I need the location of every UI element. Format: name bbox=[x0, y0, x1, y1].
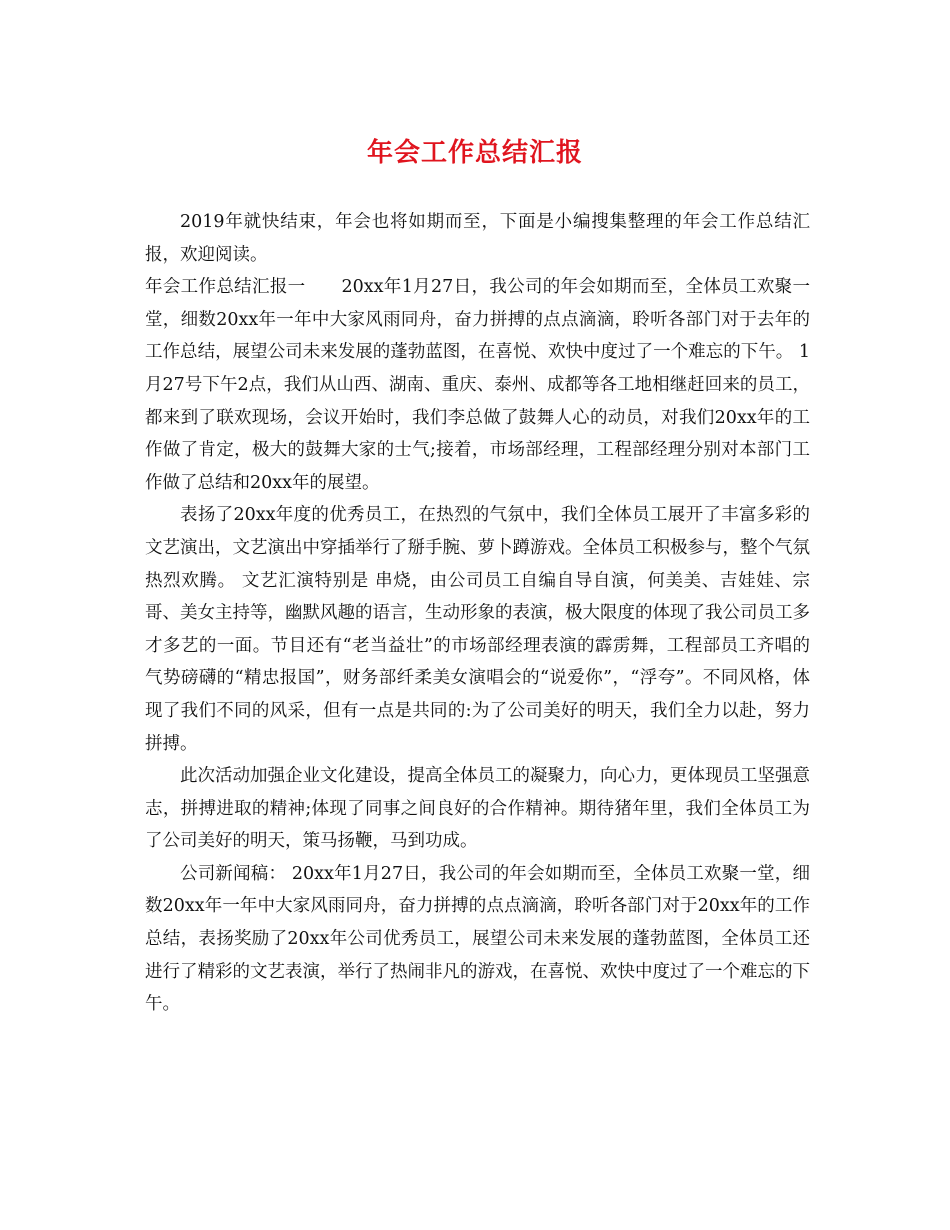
section-one-paragraph bbox=[145, 271, 810, 499]
culture-paragraph: 此次活动加强企业文化建设，提高全体员工的凝聚力，向心力，更体现员工坚强意志，拼搏进取的精神;体现了同事之间良好的合作精神。期待猪年里，我们全体员工为了公司美好的明天，策马扬鞭，马到功成。 bbox=[145, 766, 810, 852]
section-one-body: 20xx年1月27日，我公司的年会如期而至，全体员工欢聚一堂，细数20xx年一年中大家风雨同舟，奋力拼搏的点点滴滴，聆听各部门对于去年的工作总结，展望公司未来发展的蓬勃蓝图，在喜悦、欢快中度过了一个难忘的下午。 1月27号下午2点，我们从山西、湖南、重庆、泰州、成都等各工地相继赶回来的员工， 都来到了联欢现场，会议开始时，我们李总做了鼓舞人心的动员，对我们20xx年的工作做了肯定，极大的鼓舞大家的士气;接着，市场部经理，工程部经理分别对本部门工作做了总结和20xx年的展望。 bbox=[145, 277, 810, 493]
document-title: 年会工作总结汇报 bbox=[366, 138, 583, 168]
document-body bbox=[145, 206, 810, 1021]
section-one-label: 年会工作总结汇报一 bbox=[145, 277, 306, 298]
news-paragraph: 公司新闻稿： 20xx年1月27日，我公司的年会如期而至，全体员工欢聚一堂，细数20xx年一年中大家风雨同舟，奋力拼搏的点点滴滴，聆听各部门对于20xx年的工作总结，表扬奖励了20xx年公司优秀员工，展望公司未来发展的蓬勃蓝图，全体员工还进行了精彩的文艺表演，举行了热闹非凡的游戏，在喜悦、欢快中度过了一个难忘的下午。 bbox=[145, 863, 810, 1015]
intro-paragraph: 2019年就快结束，年会也将如期而至，下面是小编搜集整理的年会工作总结汇报，欢迎阅读。 bbox=[145, 212, 810, 265]
awards-paragraph: 表扬了20xx年度的优秀员工，在热烈的气氛中，我们全体员工展开了丰富多彩的文艺演出，文艺演出中穿插举行了掰手腕、萝卜蹲游戏。全体员工积极参与，整个气氛热烈欢腾。 文艺汇演特别是 串烧，由公司员工自编自导自演，何美美、吉娃娃、宗哥、美女主持等，幽默风趣的语言，生动形象的表演，极大限度的体现了我公司员工多才多艺的一面。节目还有“老当益壮”的市场部经理表演的霹雳舞，工程部员工齐唱的气势磅礴的“精忠报国”，财务部纤柔美女演唱会的“说爱你”，“浮夸”。不同风格，体现了我们不同的风采，但有一点是共同的:为了公司美好的明天，我们全力以赴，努力拼搏。 bbox=[145, 505, 810, 754]
